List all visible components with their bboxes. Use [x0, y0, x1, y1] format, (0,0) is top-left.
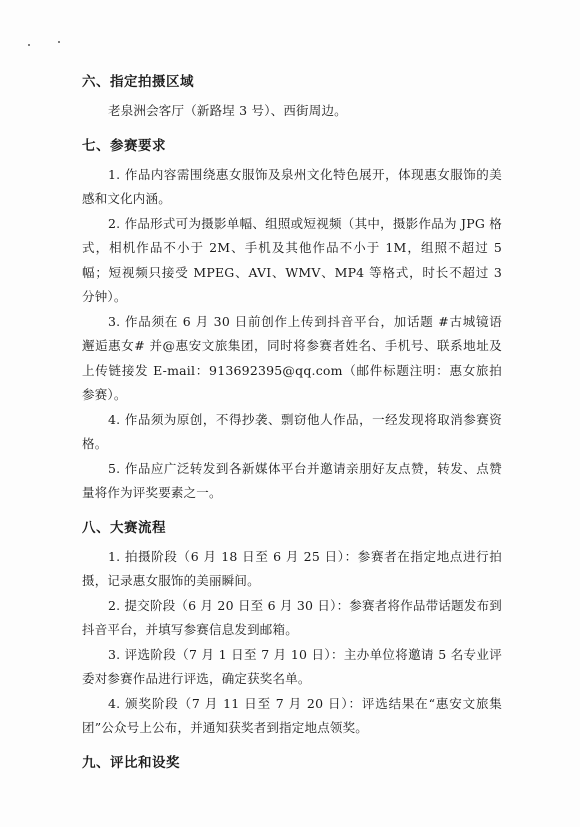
document-body	[82, 70, 502, 775]
requirement-item: 2. 作品形式可为摄影单幅、组照或短视频（其中，摄影作品为 JPG 格式，相机作品不小于 2M、手机及其他作品不小于 1M，组照不超过 5 幅；短视频只接受 MPEG、AVI、WMV、MP4 等格式，时长不超过 3 分钟）。	[82, 215, 502, 304]
process-item: 2. 提交阶段（6 月 20 日至 6 月 30 日）：参赛者将作品带话题发布到抖音平台，并填写参赛信息发到邮箱。	[82, 597, 502, 637]
requirement-item: 3. 作品须在 6 月 30 日前创作上传到抖音平台，加话题 #古城镜语 邂逅惠女# 并@惠安文旅集团，同时将参赛者姓名、手机号、联系地址及上传链接发 E-mail：913692395@qq.com（邮件标题注明：惠女旅拍参赛）。	[82, 313, 502, 402]
process-item: 4. 颁奖阶段（7 月 11 日至 7 月 20 日）：评选结果在“惠安文旅集团”公众号上公布，并通知获奖者到指定地点领奖。	[82, 695, 502, 735]
section-heading-nine: 九、评比和设奖	[82, 754, 180, 771]
requirement-item: 5. 作品应广泛转发到各新媒体平台并邀请亲朋好友点赞，转发、点赞量将作为评奖要素之一。	[82, 460, 502, 500]
process-item: 3. 评选阶段（7 月 1 日至 7 月 10 日）：主办单位将邀请 5 名专业评委对参赛作品进行评选，确定获奖名单。	[82, 646, 502, 686]
section-six-text: 老泉洲会客厅（新路埕 3 号）、西街周边。	[108, 103, 347, 118]
scan-speck	[28, 44, 30, 46]
section-heading-six: 六、指定拍摄区域	[82, 74, 194, 90]
process-item: 1. 拍摄阶段（6 月 18 日至 6 月 25 日）：参赛者在指定地点进行拍摄，记录惠女服饰的美丽瞬间。	[82, 548, 502, 588]
section-heading-eight: 八、大赛流程	[82, 519, 166, 536]
requirement-item: 4. 作品须为原创，不得抄袭、剽窃他人作品，一经发现将取消参赛资格。	[82, 411, 502, 451]
scan-speck	[58, 41, 60, 43]
section-heading-seven: 七、参赛要求	[82, 137, 166, 154]
requirement-item: 1. 作品内容需围绕惠女服饰及泉州文化特色展开，体现惠女服饰的美感和文化内涵。	[82, 166, 502, 206]
